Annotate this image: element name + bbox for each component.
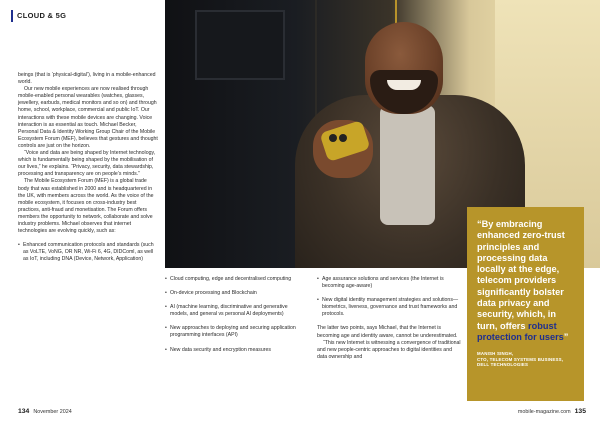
footer-right [518,408,586,416]
pull-quote-role: CTO, TELECOM SYSTEMS BUSINESS, DELL TECHNOLOGIES [477,356,564,368]
pull-quote-main: “By embracing enhanced zero-trust principles and processing data locally at the edge, telecom providers significantly bolster data privacy and security, which, in turn, offers [477,219,565,331]
bullet-list [18,242,158,263]
pull-quote-highlight: robust protection for users [477,320,564,342]
section-accent-bar [11,10,13,22]
bullet-list [165,276,305,354]
list-item: • New digital identity management strategies and solutions—biometrics, liveness, governance and trust frameworks and protocols. [317,297,462,318]
pull-quote-name: MANISH SINGH, [477,351,514,357]
site-url[interactable]: mobile-magazine.com [517,409,571,415]
middle-article-column [165,276,305,361]
paragraph: beings (that is ‘physical-digital’), living in a mobile-enhanced world. [18,72,156,86]
list-item: • AI (machine learning, discriminative and generative models, and general vs personal AI deployments) [165,304,305,318]
bullet-list [317,276,462,318]
list-item: • On-device processing and Blockchain [165,290,305,297]
list-item: • New data security and encryption measures [165,347,305,354]
issue-date: November 2024 [33,409,72,415]
paragraph: “This new Internet is witnessing a convergence of traditional and new people-centric approaches to digital identities and data ownership and [317,339,461,360]
page-number: 134 [18,408,30,415]
paragraph: The latter two points, says Michael, that the Internet is becoming age and identity aware, cannot be underestimated. [317,325,458,339]
list-item: • Enhanced communication protocols and standards (such as VoLTE, VoNG, OR NR, Wi-Fi 6, 4G, DIDComl, as well as IoT, including DNA (Device, Network, Application) [18,242,158,263]
paragraph: Our new mobile experiences are now realised through mobile-enabled personal wearables (watches, glasses, jewellery, earbuds, medical monitors and so on) and through home, school, workplace, commercial and public IoT. Our interactions with these mobile devices are changing. Voice interaction is as essential as touch. Michael Becker, Personal Data & Identity Working Group Chair of the Mobile Ecosystem Forum (MEF), believes that gestures and thought controls are just on the horizon. [18,86,158,149]
paragraph: The Mobile Ecosystem Forum (MEF) is a global trade body that was established in 2000 and is headquartered in the UK, with members across the world. As the voice of the mobile ecosystem, it focuses on cross-industry best practices, anti-fraud and monetisation. The Forum offers members the opportunity to network, collaborate and solve industry problems. Michael observes that internet technologies are evolving quickly, such as: [18,178,154,235]
list-item: • New approaches to deploying and securing application programming interfaces (API) [165,325,305,339]
footer-left [18,408,72,416]
pull-quote-end: ” [563,331,569,342]
list-item: • Cloud computing, edge and decentralised computing [165,276,305,283]
list-item: • Age assurance solutions and services (the Internet is becoming age-aware) [317,276,462,290]
page-number: 135 [574,408,586,415]
pull-quote-text [477,219,574,343]
pull-quote-attribution [477,351,574,368]
section-label: CLOUD & 5G [17,11,67,20]
right-article-column [317,276,462,361]
pull-quote-box [467,207,584,401]
left-article-column [18,72,158,270]
paragraph: “Voice and data are being shaped by Internet technology, which is fundamentally being shaped by the mobilisation of our lives,” he explains. “Privacy, security, data stewardship, processing and transparency are on people’s minds.” [18,150,156,178]
